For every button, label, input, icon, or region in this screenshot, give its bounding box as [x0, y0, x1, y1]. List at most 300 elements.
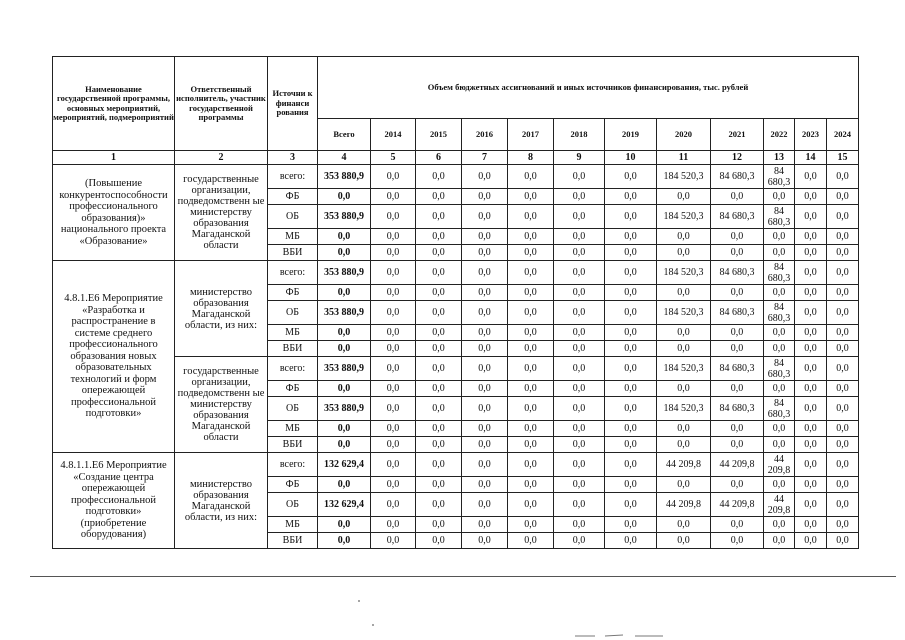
year-value: 0,0 [605, 517, 657, 533]
year-value: 0,0 [827, 301, 859, 325]
total-value: 0,0 [318, 437, 371, 453]
year-value: 0,0 [508, 453, 554, 477]
total-value: 353 880,9 [318, 165, 371, 189]
header-year: 2020 [657, 119, 711, 151]
year-value: 0,0 [605, 285, 657, 301]
year-value: 0,0 [416, 341, 462, 357]
year-value: 84 680,3 [711, 301, 764, 325]
year-value: 0,0 [462, 477, 508, 493]
year-value: 0,0 [795, 493, 827, 517]
funding-source: ОБ [268, 397, 318, 421]
year-value: 0,0 [764, 245, 795, 261]
year-value: 0,0 [508, 341, 554, 357]
column-index: 14 [795, 151, 827, 165]
total-value: 0,0 [318, 517, 371, 533]
year-value: 0,0 [795, 165, 827, 189]
header-year: 2015 [416, 119, 462, 151]
year-value: 0,0 [416, 245, 462, 261]
header-year: 2017 [508, 119, 554, 151]
year-value: 0,0 [795, 341, 827, 357]
year-value: 0,0 [554, 517, 605, 533]
year-value: 0,0 [462, 229, 508, 245]
column-index: 8 [508, 151, 554, 165]
year-value: 0,0 [827, 381, 859, 397]
year-value: 0,0 [371, 533, 416, 549]
year-value: 0,0 [711, 421, 764, 437]
year-value: 0,0 [462, 533, 508, 549]
year-value: 0,0 [554, 325, 605, 341]
total-value: 353 880,9 [318, 205, 371, 229]
year-value: 0,0 [462, 245, 508, 261]
year-value: 0,0 [605, 533, 657, 549]
year-value: 0,0 [795, 453, 827, 477]
year-value: 44 209,8 [711, 493, 764, 517]
budget-table-page [52, 56, 859, 549]
year-value: 0,0 [657, 517, 711, 533]
year-value: 0,0 [371, 261, 416, 285]
year-value: 0,0 [416, 325, 462, 341]
year-value: 0,0 [416, 437, 462, 453]
funding-source: всего: [268, 261, 318, 285]
total-value: 132 629,4 [318, 453, 371, 477]
year-value: 44 209,8 [764, 453, 795, 477]
header-year: 2021 [711, 119, 764, 151]
year-value: 84 680,3 [711, 205, 764, 229]
funding-source: ВБИ [268, 341, 318, 357]
year-value: 0,0 [416, 189, 462, 205]
year-value: 0,0 [508, 301, 554, 325]
header-volume: Объем бюджетных ассигнований и иных источников финансирования, тыс. рублей [318, 57, 859, 119]
year-value: 84 680,3 [711, 357, 764, 381]
year-value: 0,0 [554, 301, 605, 325]
year-value: 0,0 [764, 285, 795, 301]
year-value: 0,0 [416, 397, 462, 421]
responsible-executor: министерство образования Магаданской области, из них: [175, 261, 268, 357]
year-value: 0,0 [605, 381, 657, 397]
scan-artifact [575, 634, 665, 638]
funding-source: ОБ [268, 301, 318, 325]
year-value: 0,0 [657, 437, 711, 453]
year-value: 0,0 [416, 165, 462, 189]
year-value: 0,0 [827, 357, 859, 381]
responsible-executor: государственные организации, подведомственн ые министерству образования Магаданской области [175, 165, 268, 261]
year-value: 184 520,3 [657, 205, 711, 229]
year-value: 0,0 [554, 341, 605, 357]
page-bottom-rule [30, 576, 896, 577]
funding-source: ФБ [268, 285, 318, 301]
year-value: 184 520,3 [657, 261, 711, 285]
year-value: 0,0 [764, 421, 795, 437]
year-value: 0,0 [508, 437, 554, 453]
year-value: 0,0 [508, 325, 554, 341]
year-value: 0,0 [711, 381, 764, 397]
year-value: 0,0 [416, 357, 462, 381]
column-index: 12 [711, 151, 764, 165]
year-value: 0,0 [508, 189, 554, 205]
year-value: 0,0 [508, 397, 554, 421]
year-value: 44 209,8 [657, 453, 711, 477]
year-value: 0,0 [462, 189, 508, 205]
column-index: 13 [764, 151, 795, 165]
table-row [53, 165, 859, 189]
year-value: 84 680,3 [711, 261, 764, 285]
header-year: 2023 [795, 119, 827, 151]
year-value: 0,0 [764, 341, 795, 357]
year-value: 0,0 [554, 357, 605, 381]
header-total: Всего [318, 119, 371, 151]
year-value: 0,0 [711, 477, 764, 493]
year-value: 84 680,3 [764, 301, 795, 325]
year-value: 84 680,3 [764, 205, 795, 229]
header-name: Наименование государственной программы, основных мероприятий, мероприятий, подмероприятий [53, 57, 175, 151]
year-value: 0,0 [371, 341, 416, 357]
year-value: 0,0 [795, 421, 827, 437]
year-value: 0,0 [827, 165, 859, 189]
year-value: 0,0 [711, 285, 764, 301]
year-value: 0,0 [508, 205, 554, 229]
year-value: 0,0 [462, 381, 508, 397]
year-value: 0,0 [605, 189, 657, 205]
year-value: 0,0 [827, 453, 859, 477]
activity-name: (Повышение конкурентоспособности профессионального образования)» национального проекта «Образование» [53, 165, 175, 261]
year-value: 0,0 [605, 493, 657, 517]
funding-source: ВБИ [268, 437, 318, 453]
year-value: 0,0 [605, 325, 657, 341]
year-value: 0,0 [371, 189, 416, 205]
year-value: 0,0 [416, 421, 462, 437]
year-value: 0,0 [605, 245, 657, 261]
year-value: 0,0 [371, 245, 416, 261]
year-value: 0,0 [711, 229, 764, 245]
year-value: 0,0 [764, 381, 795, 397]
funding-source: всего: [268, 453, 318, 477]
header-year: 2019 [605, 119, 657, 151]
year-value: 0,0 [462, 205, 508, 229]
responsible-executor: государственные организации, подведомственн ые министерству образования Магаданской области [175, 357, 268, 453]
funding-source: ВБИ [268, 245, 318, 261]
year-value: 0,0 [795, 301, 827, 325]
year-value: 0,0 [554, 285, 605, 301]
year-value: 0,0 [657, 477, 711, 493]
year-value: 0,0 [827, 421, 859, 437]
year-value: 0,0 [657, 285, 711, 301]
year-value: 44 209,8 [657, 493, 711, 517]
funding-source: МБ [268, 325, 318, 341]
funding-source: всего: [268, 165, 318, 189]
year-value: 0,0 [462, 437, 508, 453]
year-value: 84 680,3 [764, 397, 795, 421]
year-value: 0,0 [657, 245, 711, 261]
year-value: 0,0 [462, 517, 508, 533]
responsible-executor: министерство образования Магаданской области, из них: [175, 453, 268, 549]
year-value: 0,0 [827, 189, 859, 205]
year-value: 0,0 [508, 165, 554, 189]
year-value: 0,0 [711, 245, 764, 261]
table-row [53, 261, 859, 285]
total-value: 353 880,9 [318, 301, 371, 325]
year-value: 0,0 [795, 261, 827, 285]
total-value: 0,0 [318, 421, 371, 437]
year-value: 0,0 [508, 381, 554, 397]
column-index: 3 [268, 151, 318, 165]
scan-speck [358, 600, 360, 602]
total-value: 132 629,4 [318, 493, 371, 517]
funding-source: ВБИ [268, 533, 318, 549]
year-value: 0,0 [605, 397, 657, 421]
total-value: 0,0 [318, 381, 371, 397]
column-index: 1 [53, 151, 175, 165]
header-year: 2018 [554, 119, 605, 151]
year-value: 0,0 [795, 229, 827, 245]
column-index: 7 [462, 151, 508, 165]
year-value: 0,0 [605, 453, 657, 477]
year-value: 0,0 [554, 245, 605, 261]
year-value: 84 680,3 [711, 397, 764, 421]
column-index: 11 [657, 151, 711, 165]
year-value: 44 209,8 [764, 493, 795, 517]
year-value: 0,0 [711, 437, 764, 453]
year-value: 0,0 [371, 477, 416, 493]
year-value: 0,0 [554, 533, 605, 549]
year-value: 0,0 [508, 421, 554, 437]
year-value: 0,0 [508, 261, 554, 285]
year-value: 0,0 [711, 189, 764, 205]
year-value: 0,0 [764, 325, 795, 341]
year-value: 0,0 [416, 261, 462, 285]
year-value: 0,0 [764, 437, 795, 453]
year-value: 0,0 [764, 517, 795, 533]
year-value: 0,0 [711, 517, 764, 533]
column-index: 15 [827, 151, 859, 165]
year-value: 0,0 [462, 301, 508, 325]
year-value: 0,0 [764, 189, 795, 205]
activity-name: 4.8.1.Е6 Мероприятие «Разработка и распространение в системе среднего профессионального образования новых образовательных технологий и форм опережающей профессиональной подготовки» [53, 261, 175, 453]
year-value: 0,0 [462, 421, 508, 437]
year-value: 0,0 [462, 325, 508, 341]
year-value: 0,0 [416, 205, 462, 229]
year-value: 0,0 [554, 421, 605, 437]
total-value: 0,0 [318, 189, 371, 205]
year-value: 0,0 [795, 245, 827, 261]
year-value: 84 680,3 [764, 165, 795, 189]
year-value: 0,0 [462, 397, 508, 421]
header-year: 2016 [462, 119, 508, 151]
year-value: 0,0 [795, 285, 827, 301]
year-value: 0,0 [371, 325, 416, 341]
year-value: 0,0 [371, 517, 416, 533]
year-value: 0,0 [657, 325, 711, 341]
year-value: 0,0 [554, 381, 605, 397]
year-value: 0,0 [827, 245, 859, 261]
year-value: 84 680,3 [711, 165, 764, 189]
column-index: 2 [175, 151, 268, 165]
year-value: 0,0 [764, 533, 795, 549]
year-value: 0,0 [605, 477, 657, 493]
year-value: 0,0 [371, 453, 416, 477]
year-value: 0,0 [416, 477, 462, 493]
year-value: 0,0 [462, 453, 508, 477]
year-value: 0,0 [711, 325, 764, 341]
header-year: 2014 [371, 119, 416, 151]
year-value: 0,0 [554, 189, 605, 205]
year-value: 0,0 [554, 229, 605, 245]
year-value: 0,0 [827, 477, 859, 493]
year-value: 0,0 [795, 397, 827, 421]
funding-source: МБ [268, 517, 318, 533]
year-value: 0,0 [827, 397, 859, 421]
year-value: 0,0 [795, 325, 827, 341]
year-value: 0,0 [827, 285, 859, 301]
year-value: 0,0 [508, 357, 554, 381]
year-value: 0,0 [554, 397, 605, 421]
total-value: 353 880,9 [318, 261, 371, 285]
total-value: 0,0 [318, 229, 371, 245]
year-value: 0,0 [827, 517, 859, 533]
year-value: 0,0 [827, 493, 859, 517]
year-value: 0,0 [554, 261, 605, 285]
header-responsible: Ответственный исполнитель, участник государственной программы [175, 57, 268, 151]
year-value: 0,0 [416, 517, 462, 533]
year-value: 0,0 [605, 165, 657, 189]
year-value: 0,0 [795, 189, 827, 205]
header-year: 2024 [827, 119, 859, 151]
year-value: 0,0 [605, 229, 657, 245]
year-value: 184 520,3 [657, 301, 711, 325]
scan-speck [372, 624, 374, 626]
total-value: 0,0 [318, 285, 371, 301]
year-value: 0,0 [371, 493, 416, 517]
year-value: 0,0 [554, 205, 605, 229]
total-value: 0,0 [318, 533, 371, 549]
year-value: 0,0 [827, 261, 859, 285]
year-value: 0,0 [371, 437, 416, 453]
year-value: 0,0 [605, 421, 657, 437]
funding-source: всего: [268, 357, 318, 381]
header-year: 2022 [764, 119, 795, 151]
year-value: 0,0 [605, 205, 657, 229]
year-value: 0,0 [657, 421, 711, 437]
year-value: 44 209,8 [711, 453, 764, 477]
funding-source: ФБ [268, 381, 318, 397]
year-value: 0,0 [711, 533, 764, 549]
total-value: 0,0 [318, 325, 371, 341]
year-value: 184 520,3 [657, 165, 711, 189]
year-value: 0,0 [827, 437, 859, 453]
year-value: 0,0 [371, 381, 416, 397]
year-value: 0,0 [711, 341, 764, 357]
year-value: 0,0 [416, 301, 462, 325]
year-value: 0,0 [371, 421, 416, 437]
year-value: 0,0 [462, 261, 508, 285]
year-value: 0,0 [508, 229, 554, 245]
year-value: 0,0 [416, 493, 462, 517]
year-value: 0,0 [795, 205, 827, 229]
funding-source: ФБ [268, 189, 318, 205]
year-value: 0,0 [462, 285, 508, 301]
year-value: 84 680,3 [764, 357, 795, 381]
year-value: 0,0 [657, 533, 711, 549]
total-value: 353 880,9 [318, 397, 371, 421]
funding-source: ФБ [268, 477, 318, 493]
year-value: 0,0 [827, 341, 859, 357]
year-value: 0,0 [764, 477, 795, 493]
year-value: 0,0 [827, 205, 859, 229]
year-value: 0,0 [508, 477, 554, 493]
year-value: 0,0 [416, 533, 462, 549]
year-value: 0,0 [827, 325, 859, 341]
year-value: 0,0 [605, 437, 657, 453]
funding-source: МБ [268, 421, 318, 437]
year-value: 0,0 [764, 229, 795, 245]
year-value: 0,0 [508, 245, 554, 261]
year-value: 0,0 [416, 381, 462, 397]
column-index: 9 [554, 151, 605, 165]
year-value: 0,0 [462, 341, 508, 357]
year-value: 0,0 [462, 493, 508, 517]
year-value: 0,0 [795, 517, 827, 533]
year-value: 84 680,3 [764, 261, 795, 285]
year-value: 0,0 [827, 533, 859, 549]
year-value: 0,0 [657, 341, 711, 357]
funding-source: ОБ [268, 493, 318, 517]
year-value: 0,0 [508, 493, 554, 517]
year-value: 0,0 [462, 165, 508, 189]
funding-source: ОБ [268, 205, 318, 229]
year-value: 0,0 [371, 397, 416, 421]
year-value: 0,0 [554, 165, 605, 189]
year-value: 0,0 [371, 229, 416, 245]
year-value: 0,0 [827, 229, 859, 245]
year-value: 0,0 [554, 437, 605, 453]
year-value: 0,0 [416, 453, 462, 477]
year-value: 0,0 [657, 381, 711, 397]
year-value: 0,0 [605, 301, 657, 325]
funding-source: МБ [268, 229, 318, 245]
year-value: 0,0 [795, 357, 827, 381]
year-value: 0,0 [554, 453, 605, 477]
year-value: 0,0 [371, 301, 416, 325]
year-value: 0,0 [371, 285, 416, 301]
year-value: 0,0 [371, 357, 416, 381]
year-value: 184 520,3 [657, 357, 711, 381]
year-value: 0,0 [605, 357, 657, 381]
column-index: 5 [371, 151, 416, 165]
year-value: 0,0 [462, 357, 508, 381]
column-index: 10 [605, 151, 657, 165]
year-value: 0,0 [795, 533, 827, 549]
year-value: 0,0 [371, 165, 416, 189]
total-value: 0,0 [318, 245, 371, 261]
year-value: 0,0 [657, 189, 711, 205]
year-value: 184 520,3 [657, 397, 711, 421]
column-index: 4 [318, 151, 371, 165]
budget-table [52, 56, 859, 549]
total-value: 353 880,9 [318, 357, 371, 381]
year-value: 0,0 [371, 205, 416, 229]
table-row [53, 453, 859, 477]
year-value: 0,0 [416, 229, 462, 245]
year-value: 0,0 [605, 261, 657, 285]
year-value: 0,0 [795, 381, 827, 397]
total-value: 0,0 [318, 477, 371, 493]
header-source: Источни к финанси рования [268, 57, 318, 151]
year-value: 0,0 [605, 341, 657, 357]
year-value: 0,0 [657, 229, 711, 245]
year-value: 0,0 [508, 533, 554, 549]
year-value: 0,0 [508, 517, 554, 533]
column-index: 6 [416, 151, 462, 165]
year-value: 0,0 [416, 285, 462, 301]
